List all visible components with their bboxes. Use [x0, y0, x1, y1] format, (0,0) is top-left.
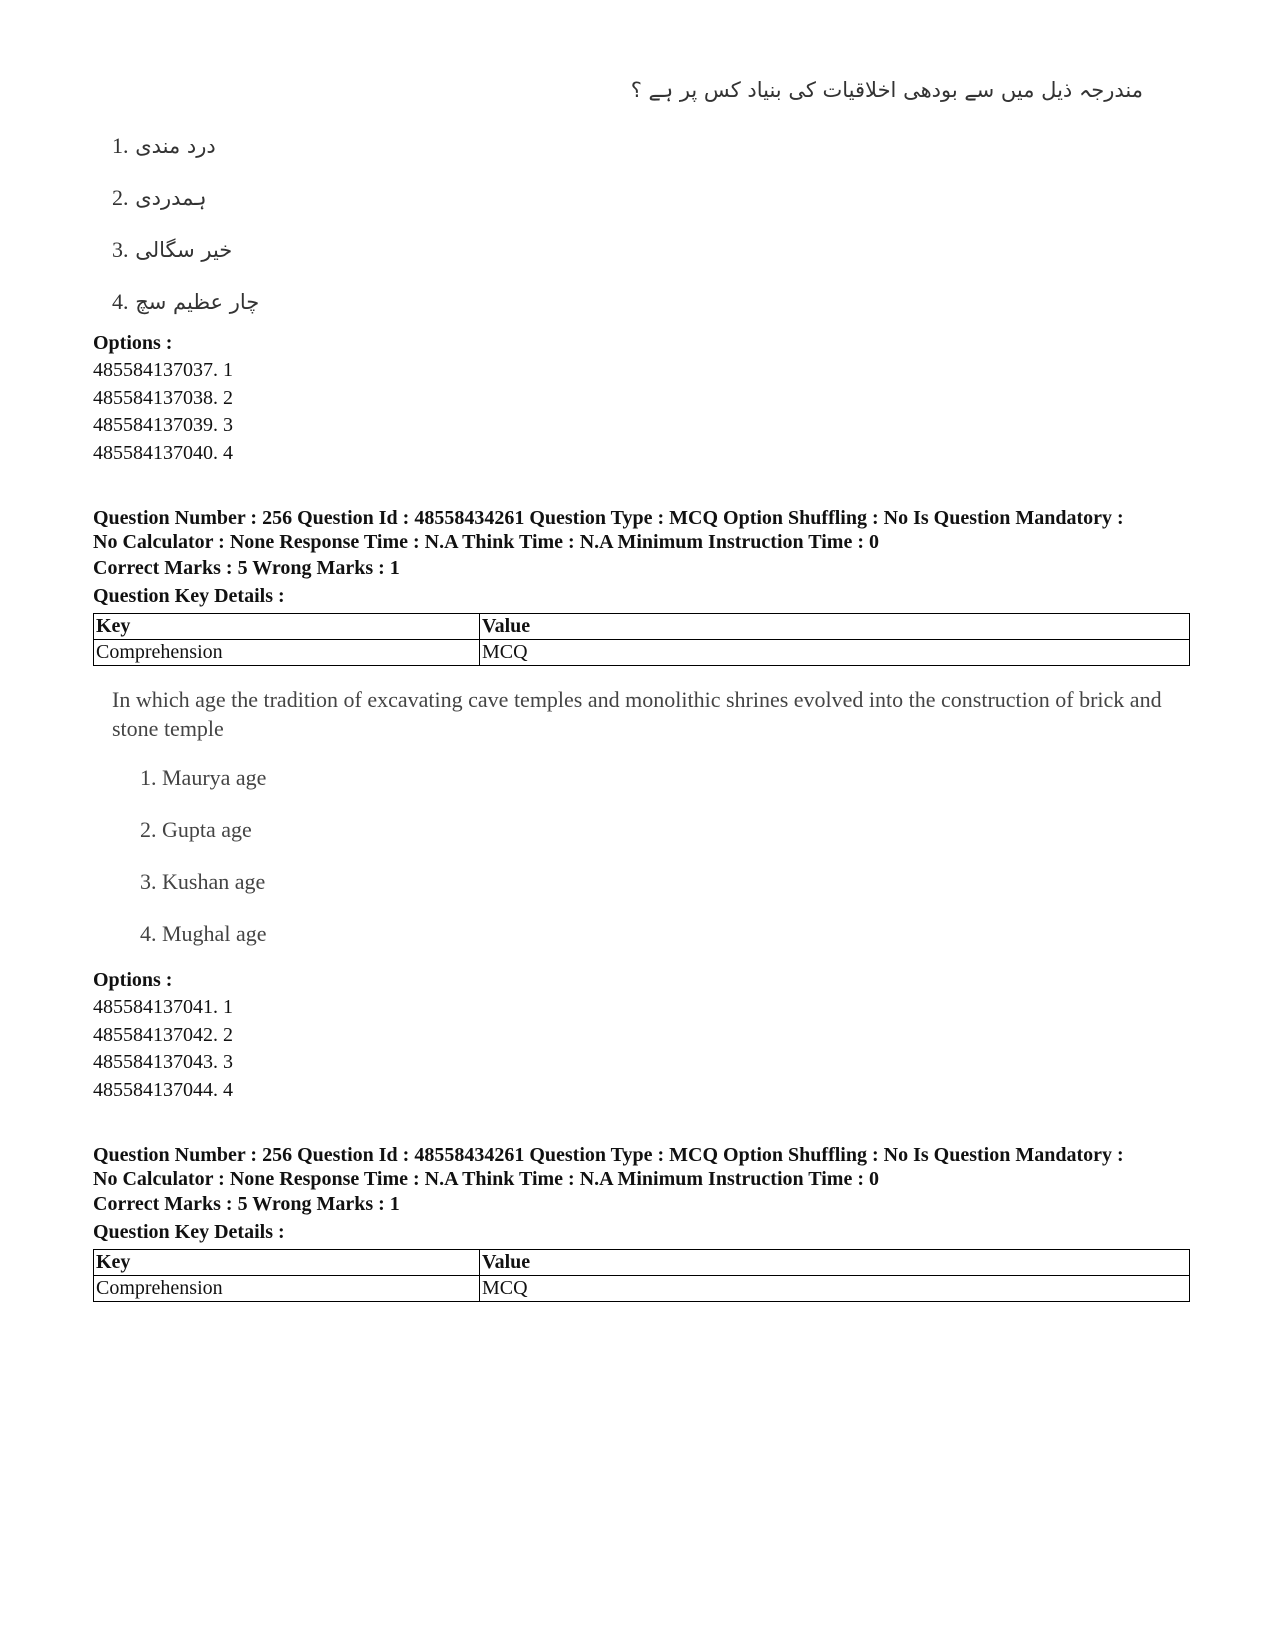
option-id-line: 485584137043. 3 — [93, 1051, 233, 1073]
key-details-table — [93, 1249, 1190, 1302]
table-header-row — [94, 614, 1190, 640]
option-id-line: 485584137038. 2 — [93, 387, 233, 409]
choice-number: 2. — [112, 185, 129, 210]
question-text: In which age the tradition of excavating cave temples and monolithic shrines evolved into the construction of brick and stone temple — [112, 687, 1162, 741]
option-id-line: 485584137044. 4 — [93, 1079, 233, 1101]
marks-line: Correct Marks : 5 Wrong Marks : 1 — [93, 1193, 400, 1215]
choice-text: ہمدردی — [135, 186, 207, 210]
choice-2 — [112, 185, 207, 211]
choice-text: درد مندی — [135, 134, 216, 158]
options-label: Options : — [93, 332, 173, 354]
table-header-key: Key — [94, 614, 480, 640]
table-cell-value: MCQ — [480, 640, 1190, 666]
choice-text: چار عظیم سچ — [135, 290, 260, 314]
option-id-line: 485584137042. 2 — [93, 1024, 233, 1046]
choice-2: 2. Gupta age — [140, 817, 252, 842]
question-text-urdu: مندرجہ ذیل میں سے بودھی اخلاقیات کی بنیاد کس پر ہے ؟ — [630, 78, 1143, 102]
options-label: Options : — [93, 969, 173, 991]
option-id-line: 485584137041. 1 — [93, 996, 233, 1018]
choice-3 — [112, 237, 232, 263]
question-meta — [93, 1143, 1203, 1191]
choice-4: 4. Mughal age — [140, 921, 267, 946]
choice-number: 1. — [112, 133, 129, 158]
option-id-line: 485584137037. 1 — [93, 359, 233, 381]
table-row — [94, 1276, 1190, 1302]
table-header-key: Key — [94, 1250, 480, 1276]
table-header-row — [94, 1250, 1190, 1276]
table-cell-key: Comprehension — [94, 640, 480, 666]
choice-number: 3. — [112, 237, 129, 262]
key-details-label: Question Key Details : — [93, 1221, 285, 1243]
choice-4 — [112, 289, 259, 315]
choice-3: 3. Kushan age — [140, 869, 266, 894]
marks-line: Correct Marks : 5 Wrong Marks : 1 — [93, 557, 400, 579]
option-id-line: 485584137039. 3 — [93, 414, 233, 436]
question-meta-line: Question Number : 256 Question Id : 48558434261 Question Type : MCQ Option Shuffling : No Is Question Mandatory : — [93, 507, 1124, 529]
key-details-table — [93, 613, 1190, 666]
question-meta-line: No Calculator : None Response Time : N.A Think Time : N.A Minimum Instruction Time : 0 — [93, 1168, 879, 1190]
choice-1 — [112, 133, 216, 159]
choice-text: خیر سگالی — [135, 238, 233, 262]
choice-1: 1. Maurya age — [140, 765, 267, 790]
table-cell-key: Comprehension — [94, 1276, 480, 1302]
table-header-value: Value — [480, 1250, 1190, 1276]
question-meta-line: Question Number : 256 Question Id : 48558434261 Question Type : MCQ Option Shuffling : No Is Question Mandatory : — [93, 1144, 1124, 1166]
table-cell-value: MCQ — [480, 1276, 1190, 1302]
option-id-line: 485584137040. 4 — [93, 442, 233, 464]
key-details-label: Question Key Details : — [93, 585, 285, 607]
question-meta — [93, 506, 1203, 554]
table-row — [94, 640, 1190, 666]
choice-number: 4. — [112, 289, 129, 314]
table-header-value: Value — [480, 614, 1190, 640]
question-meta-line: No Calculator : None Response Time : N.A Think Time : N.A Minimum Instruction Time : 0 — [93, 531, 879, 553]
